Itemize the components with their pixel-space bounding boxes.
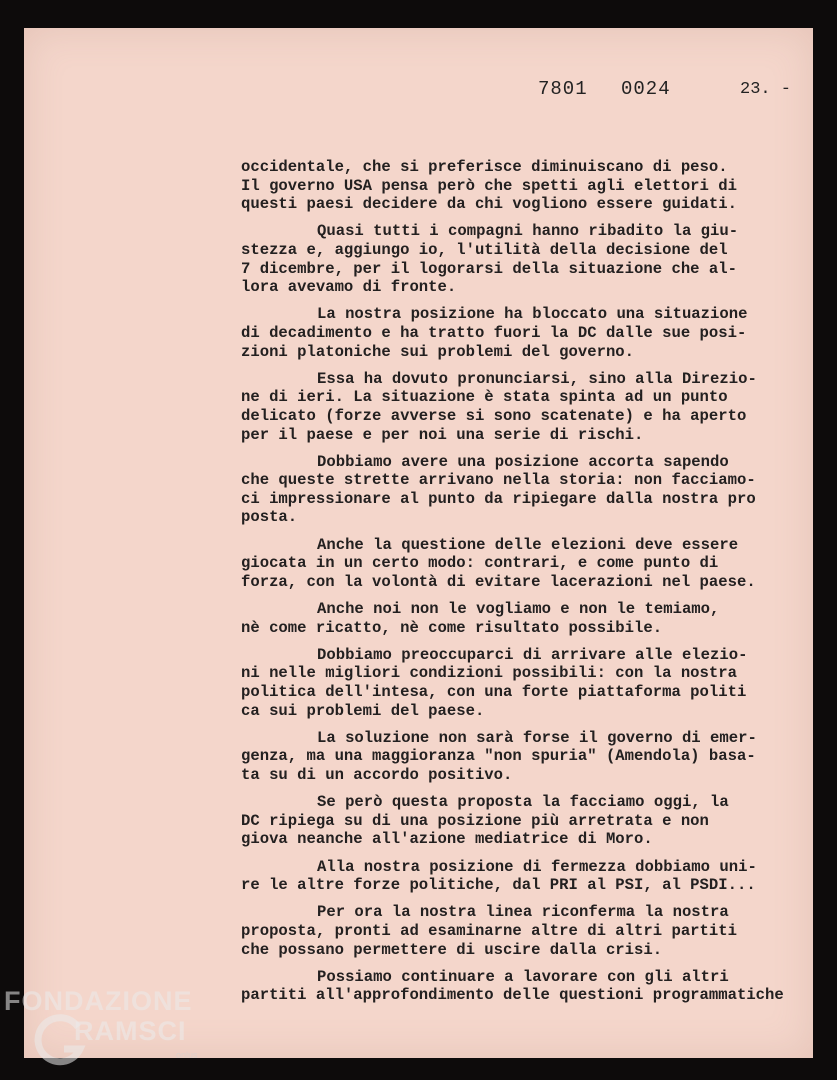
document-number-a: 7801	[538, 78, 588, 100]
text-line: che queste strette arrivano nella storia: non facciamo-	[241, 471, 756, 490]
text-line: nè come ricatto, nè come risultato possibile.	[241, 618, 663, 637]
paragraph	[241, 536, 801, 592]
text-line: Possiamo continuare a lavorare con gli altri	[317, 967, 729, 986]
text-line: Per ora la nostra linea riconferma la nostra	[317, 903, 729, 922]
text-line: proposta, pronti ad esaminarne altre di altri partiti	[241, 921, 737, 940]
paragraph	[241, 793, 801, 849]
text-line: Dobbiamo avere una posizione accorta sapendo	[317, 452, 729, 471]
text-line: 7 dicembre, per il logorarsi della situazione che al-	[241, 259, 737, 278]
text-line: questi paesi decidere da chi vogliono essere guidati.	[241, 195, 737, 214]
text-line: La nostra posizione ha bloccato una situazione	[317, 305, 748, 324]
document-page	[24, 28, 813, 1058]
paragraph	[241, 903, 801, 959]
text-line: La soluzione non sarà forse il governo di emer-	[317, 728, 757, 747]
text-line: ni nelle migliori condizioni possibili: con la nostra	[241, 664, 737, 683]
paragraph	[241, 158, 801, 214]
text-line: Dobbiamo preoccuparci di arrivare alle elezio-	[317, 645, 748, 664]
text-line: giova neanche all'azione mediatrice di Moro.	[241, 830, 653, 849]
page-header	[24, 78, 813, 108]
document-number-b: 0024	[621, 78, 671, 100]
text-line: Il governo USA pensa però che spetti agli elettori di	[241, 176, 737, 195]
paragraph	[241, 453, 801, 527]
paragraph	[241, 858, 801, 895]
text-line: DC ripiega su di una posizione più arretrata e non	[241, 811, 709, 830]
text-line: forza, con la volontà di evitare lacerazioni nel paese.	[241, 572, 756, 591]
text-line: Quasi tutti i compagni hanno ribadito la giu-	[317, 222, 739, 241]
paragraph	[241, 370, 801, 444]
text-line: per il paese e per noi una serie di rischi.	[241, 425, 644, 444]
text-line: partiti all'approfondimento delle questioni programmatiche	[241, 986, 784, 1005]
text-line: lora avevamo di fronte.	[241, 278, 457, 297]
document-body	[241, 158, 801, 1013]
paragraph	[241, 222, 801, 296]
paragraph	[241, 600, 801, 637]
paragraph	[241, 646, 801, 720]
text-line: ci impressionare al punto da ripiegare dalla nostra pro	[241, 489, 756, 508]
text-line: ne di ieri. La situazione è stata spinta ad un punto	[241, 388, 728, 407]
paragraph	[241, 305, 801, 361]
page-number: 23. -	[740, 80, 792, 99]
text-line: Essa ha dovuto pronunciarsi, sino alla Direzio-	[317, 369, 757, 388]
text-line: genza, ma una maggioranza "non spuria" (Amendola) basa-	[241, 747, 756, 766]
text-line: re le altre forze politiche, dal PRI al PSI, al PSDI...	[241, 876, 756, 895]
text-line: zioni platoniche sui problemi del governo.	[241, 342, 635, 361]
paragraph	[241, 968, 801, 1005]
text-line: delicato (forze avverse si sono scatenate) e ha aperto	[241, 406, 747, 425]
text-line: ta su di un accordo positivo.	[241, 765, 513, 784]
text-line: di decadimento e ha tratto fuori la DC dalle sue posi-	[241, 323, 747, 342]
text-line: che possano permettere di uscire dalla crisi.	[241, 940, 663, 959]
text-line: posta.	[241, 508, 298, 527]
text-line: giocata in un certo modo: contrari, e come punto di	[241, 554, 719, 573]
paragraph	[241, 729, 801, 785]
text-line: Anche noi non le vogliamo e non le temiamo,	[317, 600, 720, 619]
text-line: stezza e, aggiungo io, l'utilità della decisione del	[241, 240, 728, 259]
text-line: occidentale, che si preferisce diminuiscano di peso.	[241, 158, 728, 176]
archive-watermark	[4, 986, 224, 1076]
text-line: Anche la questione delle elezioni deve essere	[317, 535, 739, 554]
text-line: Se però questa proposta la facciamo oggi, la	[317, 793, 729, 812]
text-line: politica dell'intesa, con una forte piattaforma politi	[241, 683, 747, 701]
text-line: Alla nostra posizione di fermezza dobbiamo uni-	[317, 857, 757, 876]
watermark-onlus: onlus	[176, 1050, 198, 1060]
watermark-line1: FONDAZIONE	[4, 986, 193, 1016]
text-line: ca sui problemi del paese.	[241, 701, 485, 720]
watermark-line2: RAMSCI	[74, 1016, 187, 1046]
